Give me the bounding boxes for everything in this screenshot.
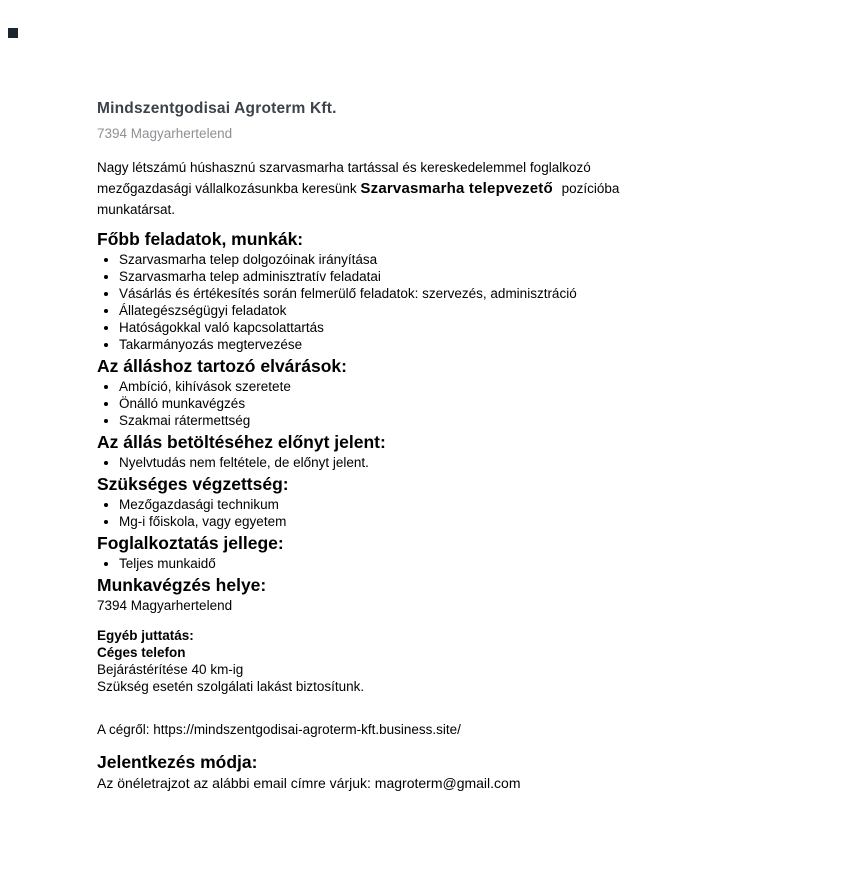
work-location-value: 7394 Magyarhertelend — [97, 598, 233, 613]
benefits-item: Céges telefon — [97, 645, 186, 660]
benefit-line-commute: Bejárástérítése 40 km-ig — [97, 662, 244, 677]
section-heading-employment-type: Foglalkoztatás jellege: — [97, 533, 284, 553]
company-website-url: https://mindszentgodisai-agroterm-kft.business.site/ — [153, 722, 461, 737]
bullet-item: • Szakmai rátermettség — [119, 412, 717, 429]
bullet-item: • Szarvasmarha telep adminisztratív feladatai — [119, 268, 717, 285]
section-heading-work-location: Munkavégzés helye: — [97, 575, 267, 595]
intro-paragraph — [97, 157, 717, 220]
bullet-list-advantages — [97, 454, 717, 471]
section-expectations — [97, 356, 717, 429]
section-advantages — [97, 432, 717, 471]
bullet-item: • Nyelvtudás nem feltétele, de előnyt jelent. — [119, 454, 717, 471]
section-heading-main-tasks: Főbb feladatok, munkák: — [97, 229, 304, 249]
section-required-education — [97, 474, 717, 530]
bullet-item: • Mg-i főiskola, vagy egyetem — [119, 513, 717, 530]
bullet-item: • Vásárlás és értékesítés során felmerülő feladatok: szervezés, adminisztráció — [119, 285, 717, 302]
bullet-item: • Mezőgazdasági technikum — [119, 496, 717, 513]
about-label: A cégről: — [97, 722, 150, 737]
apply-label: Az önéletrajzot az alábbi email címre várjuk: — [97, 774, 371, 791]
benefits-label: Egyéb juttatás: — [97, 628, 194, 643]
section-heading-expectations: Az álláshoz tartozó elvárások: — [97, 356, 347, 376]
apply-section — [97, 752, 717, 792]
benefit-line-housing: Szükség esetén szolgálati lakást biztosítunk. — [97, 679, 365, 694]
position-title: Szarvasmarha telepvezető — [360, 180, 553, 197]
bullet-item: • Ambíció, kihívások szeretete — [119, 378, 717, 395]
bullet-item: • Önálló munkavégzés — [119, 395, 717, 412]
logo-placeholder — [8, 28, 18, 38]
apply-instruction — [97, 774, 717, 792]
bullet-item: • Állategészségügyi feladatok — [119, 302, 717, 319]
section-employment-type — [97, 533, 717, 572]
benefits-block — [97, 627, 717, 695]
apply-heading: Jelentkezés módja: — [97, 751, 258, 772]
company-name: Mindszentgodisai Agroterm Kft. — [97, 100, 337, 117]
bullet-item: • Hatóságokkal való kapcsolattartás — [119, 319, 717, 336]
bullet-item: • Teljes munkaidő — [119, 555, 717, 572]
intro-line2-pre: mezőgazdasági vállalkozásunkba keresünk — [97, 181, 357, 196]
company-location: 7394 Magyarhertelend — [97, 126, 233, 141]
document-content — [97, 100, 717, 792]
bullet-item: • Takarmányozás megtervezése — [119, 336, 717, 353]
bullet-list-expectations — [97, 378, 717, 429]
intro-line2-post: pozícióba — [561, 181, 620, 196]
section-work-location — [97, 575, 717, 614]
bullet-list-main-tasks — [97, 251, 717, 353]
bullet-list-employment-type — [97, 555, 717, 572]
company-about-line — [97, 721, 717, 738]
intro-line3: munkatársat. — [97, 202, 176, 217]
intro-line1: Nagy létszámú húshasznú szarvasmarha tartással és kereskedelemmel foglalkozó — [97, 160, 591, 175]
bullet-list-required-education — [97, 496, 717, 530]
bullet-item: • Szarvasmarha telep dolgozóinak irányítása — [119, 251, 717, 268]
section-heading-advantages: Az állás betöltéséhez előnyt jelent: — [97, 432, 386, 452]
section-main-tasks — [97, 229, 717, 353]
section-heading-required-education: Szükséges végzettség: — [97, 474, 289, 494]
contact-email: magroterm@gmail.com — [374, 774, 521, 791]
